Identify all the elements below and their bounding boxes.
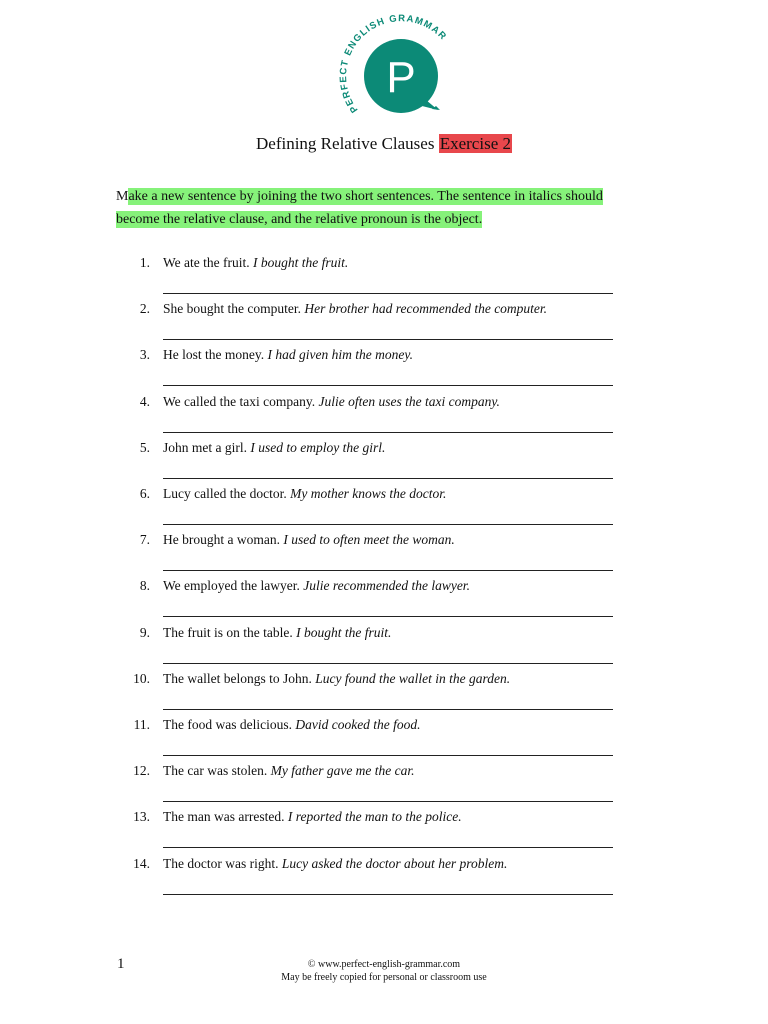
exercise-italic-sentence: Julie often uses the taxi company. xyxy=(318,393,500,409)
exercise-number: 14. xyxy=(133,855,150,871)
exercise-text xyxy=(163,301,623,317)
exercise-italic-sentence: I used to employ the girl. xyxy=(250,439,386,455)
exercise-number: 4. xyxy=(139,393,150,409)
logo-letter: P xyxy=(386,53,416,102)
page-number: 1 xyxy=(117,956,125,972)
exercise-text xyxy=(163,809,623,825)
exercise-text xyxy=(163,347,623,363)
exercise-number: 10. xyxy=(133,670,150,686)
page-title xyxy=(0,134,768,154)
exercise-sentence: We ate the fruit. xyxy=(163,255,253,270)
exercise-sentence: Lucy called the doctor. xyxy=(163,486,291,501)
title-main: Defining Relative Clauses xyxy=(256,134,439,153)
exercise-item xyxy=(0,763,768,809)
exercise-text xyxy=(163,625,623,641)
exercise-text xyxy=(163,717,623,733)
answer-line[interactable] xyxy=(163,339,613,340)
exercise-sentence: The doctor was right. xyxy=(163,855,282,871)
perfect-english-grammar-logo xyxy=(326,6,466,122)
answer-line[interactable] xyxy=(163,524,613,525)
exercise-text xyxy=(163,255,623,271)
exercise-text xyxy=(163,394,623,410)
exercise-number: 11. xyxy=(133,717,150,732)
logo-arc-text: PERFECT ENGLISH GRAMMAR xyxy=(338,13,449,115)
exercise-text xyxy=(163,671,623,687)
exercise-item xyxy=(0,394,768,440)
title-highlight: Exercise 2 xyxy=(439,134,511,153)
answer-line[interactable] xyxy=(163,478,613,479)
exercise-italic-sentence: Julie recommended the lawyer. xyxy=(303,578,470,594)
exercise-italic-sentence: I bought the fruit. xyxy=(296,624,392,640)
exercise-item xyxy=(0,347,768,393)
exercise-text xyxy=(163,486,623,502)
exercise-text xyxy=(163,856,623,872)
exercise-item xyxy=(0,486,768,532)
exercise-item xyxy=(0,717,768,763)
exercise-number: 7. xyxy=(139,532,150,548)
exercise-italic-sentence: My mother knows the doctor. xyxy=(290,486,447,501)
exercise-text xyxy=(163,532,623,548)
exercise-number: 6. xyxy=(139,486,150,501)
exercise-sentence: We employed the lawyer. xyxy=(163,578,304,594)
exercise-number: 5. xyxy=(139,439,150,455)
exercise-italic-sentence: I used to often meet the woman. xyxy=(283,532,455,548)
instructions-first-letter: M xyxy=(116,189,129,204)
exercise-number: 2. xyxy=(139,301,150,317)
exercise-italic-sentence: Lucy asked the doctor about her problem. xyxy=(281,855,508,871)
footer xyxy=(0,958,768,984)
answer-line[interactable] xyxy=(163,801,613,802)
exercise-italic-sentence: I reported the man to the police. xyxy=(287,809,462,825)
exercise-number: 8. xyxy=(139,578,150,594)
exercise-italic-sentence: I had given him the money. xyxy=(267,347,413,363)
answer-line[interactable] xyxy=(163,293,613,294)
footer-license: May be freely copied for personal or classroom use xyxy=(281,972,487,983)
answer-line[interactable] xyxy=(163,755,613,756)
exercise-item xyxy=(0,301,768,347)
exercise-item xyxy=(0,625,768,671)
exercise-italic-sentence: My father gave me the car. xyxy=(270,763,415,779)
answer-line[interactable] xyxy=(163,616,613,617)
exercise-item xyxy=(0,440,768,486)
exercise-sentence: He lost the money. xyxy=(163,347,268,363)
answer-line[interactable] xyxy=(163,385,613,386)
exercise-italic-sentence: I bought the fruit. xyxy=(253,255,349,270)
exercise-italic-sentence: David cooked the food. xyxy=(295,717,421,732)
exercise-number: 12. xyxy=(133,763,150,779)
exercise-text xyxy=(163,763,623,779)
exercise-number: 3. xyxy=(139,347,150,363)
instructions xyxy=(116,185,636,231)
exercise-italic-sentence: Her brother had recommended the computer. xyxy=(304,301,548,317)
exercise-item xyxy=(0,856,768,902)
exercise-text xyxy=(163,440,623,456)
answer-line[interactable] xyxy=(163,709,613,710)
exercise-sentence: The man was arrested. xyxy=(163,809,288,825)
exercise-item xyxy=(0,532,768,578)
exercise-sentence: The food was delicious. xyxy=(163,717,296,732)
exercise-sentence: The car was stolen. xyxy=(163,763,271,779)
exercise-sentence: We called the taxi company. xyxy=(163,393,319,409)
answer-line[interactable] xyxy=(163,894,613,895)
exercise-italic-sentence: Lucy found the wallet in the garden. xyxy=(315,670,511,686)
exercise-sentence: John met a girl. xyxy=(163,439,251,455)
answer-line[interactable] xyxy=(163,432,613,433)
exercise-item xyxy=(0,578,768,624)
exercise-item xyxy=(0,671,768,717)
exercise-sentence: She bought the computer. xyxy=(163,301,305,317)
answer-line[interactable] xyxy=(163,663,613,664)
exercise-item xyxy=(0,255,768,301)
answer-line[interactable] xyxy=(163,847,613,848)
exercise-number: 13. xyxy=(133,809,150,825)
exercise-sentence: The fruit is on the table. xyxy=(163,624,297,640)
exercise-sentence: He brought a woman. xyxy=(163,532,284,548)
instructions-highlighted: ake a new sentence by joining the two short sentences. The sentence in italics should become the relative clause, and the relative pronoun is the object. xyxy=(116,189,603,227)
exercise-sentence: The wallet belongs to John. xyxy=(163,670,316,686)
exercise-item xyxy=(0,809,768,855)
exercise-text xyxy=(163,578,623,594)
answer-line[interactable] xyxy=(163,570,613,571)
exercise-number: 9. xyxy=(139,624,150,640)
exercise-number: 1. xyxy=(139,255,150,270)
footer-copyright: © www.perfect-english-grammar.com xyxy=(307,959,461,970)
